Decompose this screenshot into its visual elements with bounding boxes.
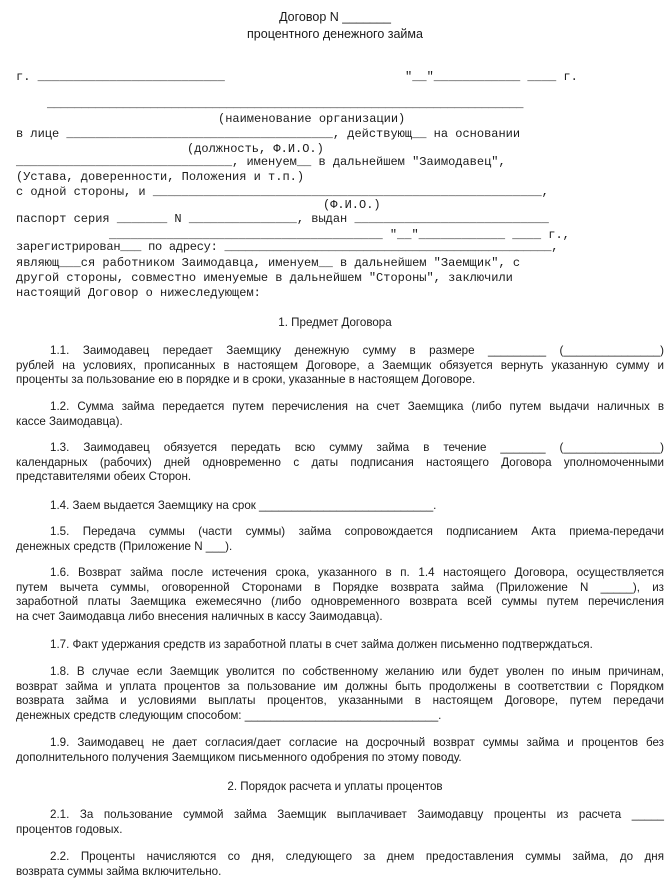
clause-line: проценты за пользование ею в порядке и в сроки, указанные в настоящем Договоре. (16, 373, 476, 386)
clause-1-5 (16, 525, 664, 554)
clause-line: 1.1. Заимодавец передает Заемщику денежную сумму в размере _________ (_______________) (50, 344, 664, 357)
clause-line: 1.9. Заимодавец не дает согласия/дает согласие на досрочный возврат суммы займа и процентов без (50, 736, 664, 749)
clause-line: дополнительного получения Заемщиком письменного одобрения по этому поводу. (16, 750, 462, 764)
clause-line: на счет Заимодавца либо внесения наличных в кассу Заимодавца). (16, 609, 383, 623)
clause-1-2 (16, 400, 664, 429)
contract-title: Договор N _______ (279, 10, 391, 24)
section-1-heading: 1. Предмет Договора (278, 316, 392, 329)
organization-caption: (наименование организации) (218, 112, 406, 126)
representative-row: в лице _____________________________________, действующ__ на основании (16, 127, 521, 141)
clause-line: рублей на условиях, прописанных в настоящем Договоре, а Заемщик обязуется вернуть указанную сумму и (16, 358, 664, 372)
clause-line: 1.6. Возврат займа после истечения срока, указанного в п. 1.4 настоящего Договора, осуществляется (50, 566, 664, 579)
registration-row: зарегистрирован___ по адресу: _______________________________________________, (16, 240, 559, 254)
parties-row: другой стороны, совместно именуемые в дальнейшем "Стороны", заключили (16, 271, 513, 285)
organization-blank: _____________________________________________________________________ (47, 97, 524, 111)
clause-1-8 (16, 665, 664, 723)
contract-subtitle: процентного денежного займа (247, 27, 423, 41)
clause-1-9 (16, 736, 664, 765)
clause-line: 1.5. Передача суммы (части суммы) займа сопровождается подписанием Акта приема-передачи (50, 525, 664, 538)
passport-date-row: ______________________________________ "__"____________ ____ г., (109, 228, 570, 242)
position-caption: (должность, Ф.И.О.) (187, 142, 324, 156)
clause-1-4 (16, 499, 664, 514)
clause-line: денежных средств следующим способом: ______________________________. (16, 708, 442, 722)
clause-1-1 (16, 344, 664, 388)
section-2-heading: 2. Порядок расчета и уплаты процентов (227, 780, 443, 793)
clause-line: процентов годовых. (16, 822, 123, 836)
clause-line: возврата суммы займа включительно. (16, 864, 222, 878)
clause-line: 2.2. Проценты начисляются со дня, следующего за днем предоставления суммы займа, до дня (50, 850, 664, 863)
borrower-row: с одной стороны, и ______________________________________________________, (16, 185, 549, 199)
employee-row: являющ___ся работником Заимодавца, именуем__ в дальнейшем "Заемщик", с (16, 256, 521, 270)
clause-1-6 (16, 566, 664, 624)
clause-line: 1.3. Заимодавец обязуется передать всю сумму займа в течение _______ (_______________) (50, 441, 664, 454)
clause-line: денежных средств (Приложение N ___). (16, 539, 233, 553)
clause-line: 2.1. За пользование суммой займа Заемщик выплачивает Заимодавцу проценты из расчета _____ (50, 808, 664, 821)
passport-row: паспорт серия _______ N _______________, выдан ___________________________ (16, 212, 549, 226)
clause-line: возврат займа и уплата процентов за пользование им должны быть продолжены в соответствии с Порядком (16, 679, 664, 693)
clause-line: 1.2. Сумма займа передается путем перечисления на счет Заемщика (либо путем выдачи наличных в (50, 400, 664, 413)
basis-caption: (Устава, доверенности, Положения и т.п.) (16, 170, 305, 184)
clause-line: 1.4. Заем выдается Заемщику на срок ___________________________. (50, 499, 437, 512)
lender-row: ______________________________, именуем__ в дальнейшем "Заимодавец", (16, 155, 506, 169)
date-field: "__"____________ ____ г. (405, 70, 578, 84)
clause-line: представителями обеих Сторон. (16, 470, 192, 483)
clause-line: кассе Заимодавца). (16, 414, 123, 428)
clause-2-2 (16, 850, 664, 879)
clause-1-7 (16, 638, 664, 653)
clause-line: календарных (рабочих) дней одновременно с даты подписания настоящего Договора уполномоченными (16, 455, 664, 469)
clause-1-3 (16, 441, 664, 485)
clause-2-1 (16, 808, 664, 837)
place-field: г. __________________________ (16, 70, 225, 84)
clause-line: путем вычета суммы, оговоренной Сторонами в Порядке возврата займа (Приложение N _____), из (16, 580, 664, 594)
fio-caption: (Ф.И.О.) (323, 198, 381, 212)
clause-line: 1.8. В случае если Заемщик уволится по собственному желанию или будет уволен по иным причинам, (50, 665, 664, 678)
conclude-row: настоящий Договор о нижеследующем: (16, 286, 261, 300)
clause-line: заработной платы Заемщика ежемесячно (либо одновременного возврата всей суммы путем перечисления (16, 595, 664, 608)
clause-line: 1.7. Факт удержания средств из заработной платы в счет займа должен письменно подтверждаться. (50, 638, 593, 651)
clause-line: возврата займа и условиями выплаты процентов, указанными в настоящем Договоре, путем передачи (16, 694, 664, 707)
